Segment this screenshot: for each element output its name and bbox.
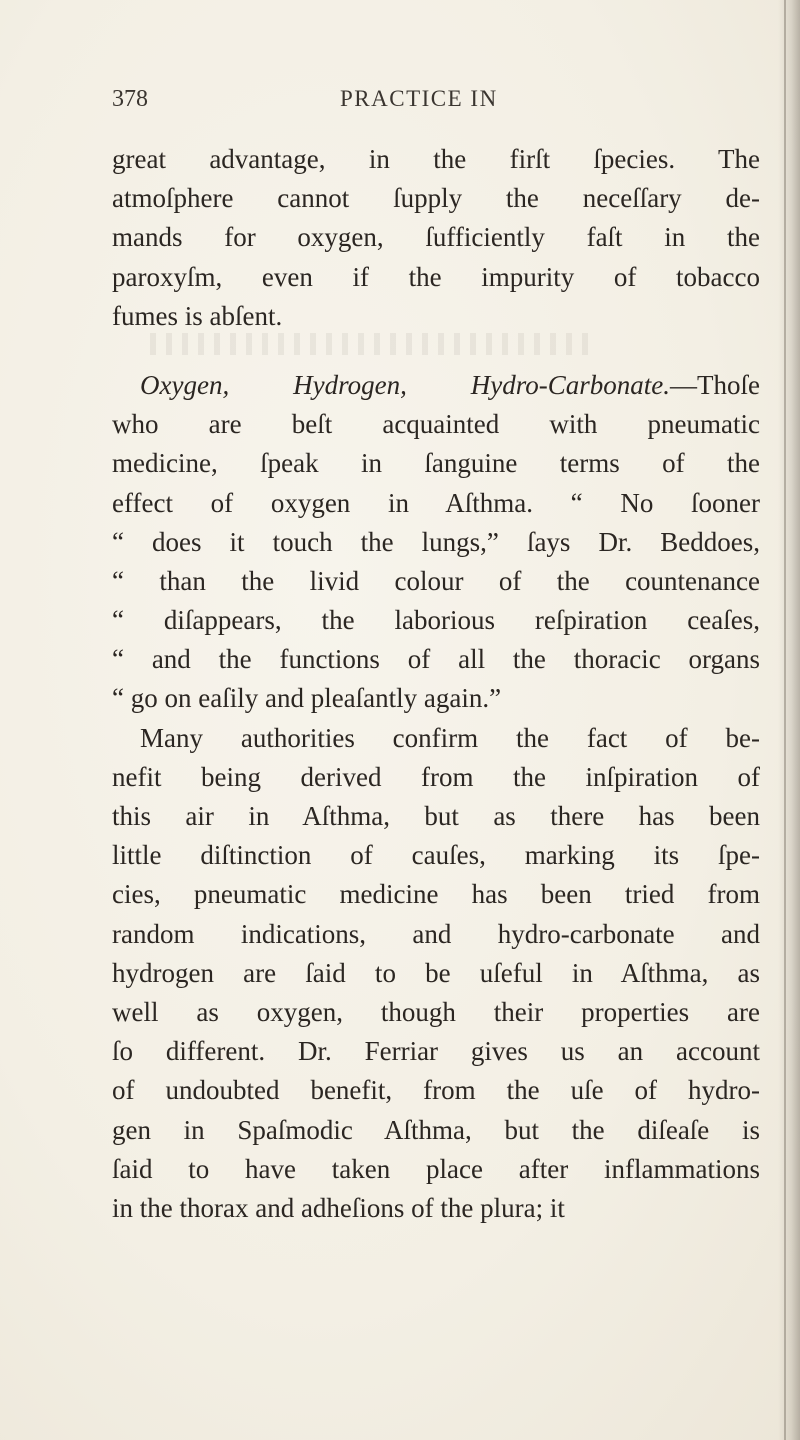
text-line: “ go on eaſily and pleaſantly again.”: [112, 683, 502, 714]
text-line: mands for oxygen, ſufficiently faſt in the: [112, 222, 760, 253]
text-line: ſaid to have taken place after inflammations: [112, 1153, 760, 1184]
text-line: nefit being derived from the inſpiration of: [112, 761, 760, 792]
text-line: who are beſt acquainted with pneumatic: [112, 409, 760, 440]
text-line: atmoſphere cannot ſupply the neceſſary de-: [112, 183, 760, 214]
paragraph-gap: [112, 336, 760, 366]
running-head: PRACTICE IN: [340, 86, 498, 111]
text-block: [112, 140, 760, 1228]
page-edge-shadow: [778, 0, 800, 1440]
paragraph-3: [112, 719, 760, 1228]
text-line: hydrogen are ſaid to be uſeful in Aſthma, as: [112, 957, 760, 988]
section-heading-line: [112, 366, 760, 405]
page-number: 378: [112, 86, 148, 112]
text-line: “ does it touch the lungs,” ſays Dr. Beddoes,: [112, 526, 760, 557]
text-line: effect of oxygen in Aſthma. “ No ſooner: [112, 487, 760, 518]
text-line: paroxyſm, even if the impurity of tobacco: [112, 261, 760, 292]
paragraph-1: [112, 140, 760, 336]
text-line: cies, pneumatic medicine has been tried from: [112, 879, 760, 910]
text-line: this air in Aſthma, but as there has been: [112, 801, 760, 831]
page-header: [112, 86, 752, 118]
text-line: medicine, ſpeak in ſanguine terms of the: [112, 448, 760, 479]
text-line: well as oxygen, though their properties are: [112, 996, 760, 1027]
text-line: gen in Spaſmodic Aſthma, but the diſeaſe is: [112, 1114, 760, 1145]
section-heading-continuation: —Thoſe: [670, 369, 760, 400]
section-heading: Oxygen, Hydrogen, Hydro-Carbonate.: [140, 369, 671, 400]
text-line: “ diſappears, the laborious reſpiration ceaſes,: [112, 605, 760, 636]
text-line: “ than the livid colour of the countenance: [112, 565, 760, 596]
text-line: fumes is abſent.: [112, 300, 283, 331]
text-line: of undoubted benefit, from the uſe of hydro-: [112, 1075, 760, 1106]
text-line: ſo different. Dr. Ferriar gives us an account: [112, 1036, 760, 1067]
text-line: little diſtinction of cauſes, marking its ſpe-: [112, 840, 760, 871]
page-edge-line: [784, 0, 786, 1440]
text-line: Many authorities confirm the fact of be-: [140, 722, 760, 753]
text-line: “ and the functions of all the thoracic organs: [112, 644, 760, 675]
text-line: great advantage, in the firſt ſpecies. The: [112, 144, 760, 174]
paragraph-2: [112, 366, 760, 719]
text-line: random indications, and hydro-carbonate and: [112, 918, 760, 949]
text-line: in the thorax and adheſions of the plura; it: [112, 1192, 565, 1223]
